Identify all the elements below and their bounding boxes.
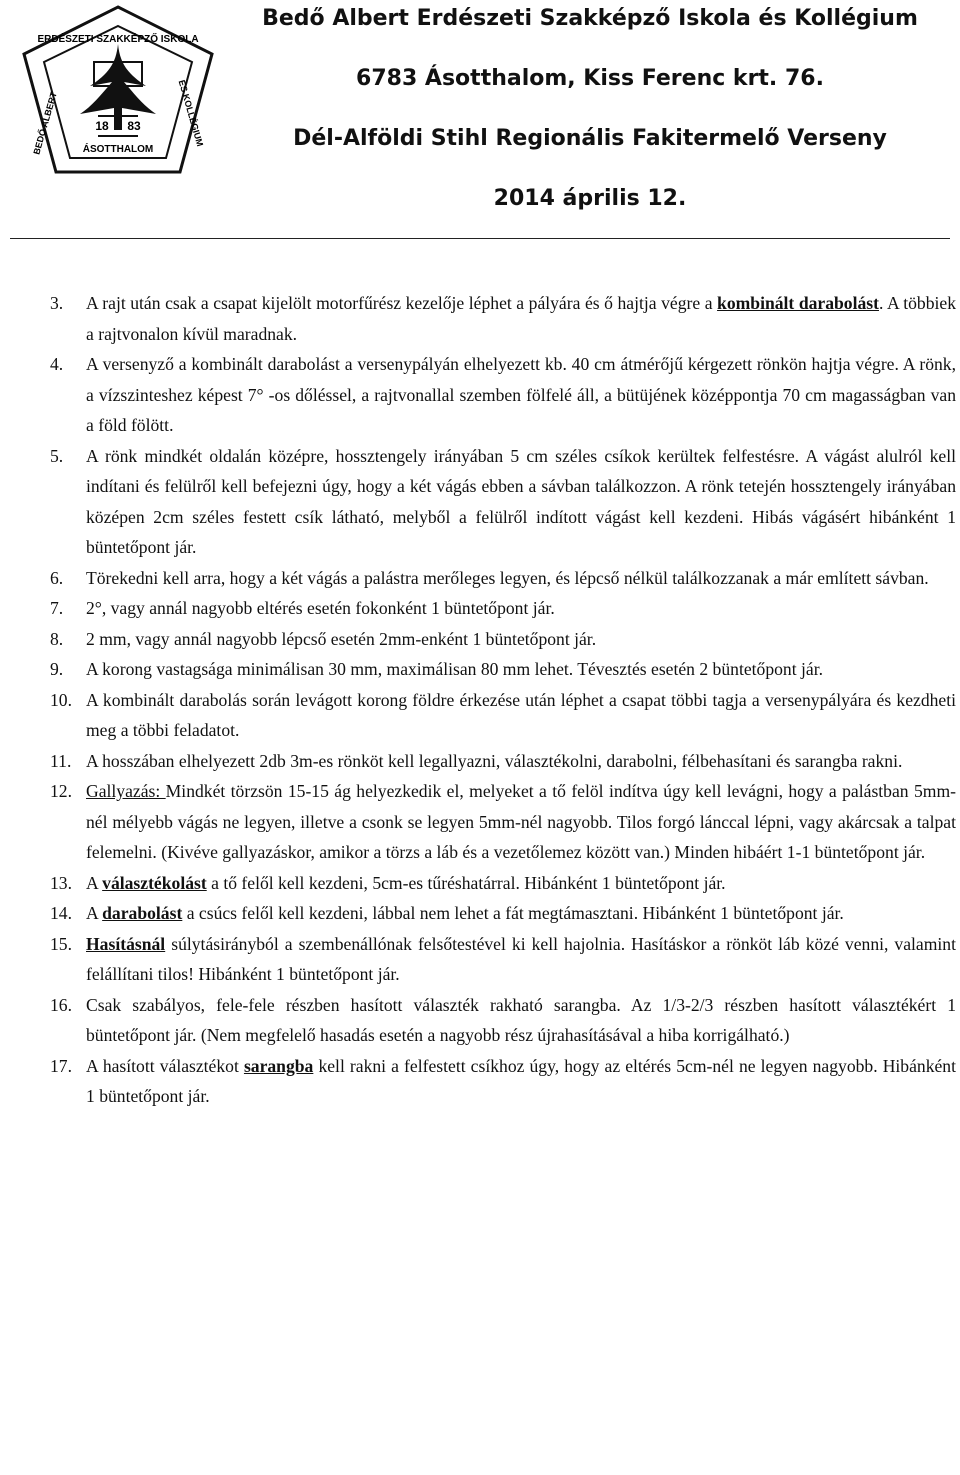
rule-item	[50, 654, 956, 685]
rule-text: A korong vastagsága minimálisan 30 mm, maximálisan 80 mm lehet. Tévesztés esetén 2 büntetőpont jár.	[86, 659, 823, 679]
rule-text: A hasított választékot	[86, 1055, 244, 1076]
page-header	[0, 0, 960, 240]
rule-number: 11.	[50, 750, 72, 771]
rule-item	[50, 288, 956, 349]
rule-number: 10.	[50, 689, 72, 710]
rule-text: Törekedni kell arra, hogy a két vágás a palástra merőleges legyen, és lépcső nélkül találkozzanak a már említett sávban.	[86, 567, 929, 588]
rule-number: 3.	[50, 293, 64, 313]
rule-text: a tő felől kell kezdeni, 5cm-es tűréshatárral. Hibánként 1 büntetőpont jár.	[206, 872, 726, 893]
rule-item	[50, 1051, 956, 1112]
rule-item	[50, 685, 956, 746]
rule-item	[50, 563, 956, 594]
logo-text-left: BEDŐ ALBERT	[31, 90, 59, 156]
school-name: Bedő Albert Erdészeti Szakképző Iskola és Kollégium	[262, 6, 918, 31]
school-address: 6783 Ásotthalom, Kiss Ferenc krt. 76.	[356, 66, 824, 91]
rule-number: 7.	[50, 598, 64, 618]
rule-item	[50, 624, 956, 655]
rule-number: 6.	[50, 567, 64, 588]
rule-number: 16.	[50, 994, 72, 1015]
rule-number: 4.	[50, 354, 64, 374]
rule-item	[50, 441, 956, 563]
rule-item	[50, 746, 956, 777]
rule-item	[50, 593, 956, 624]
school-logo	[20, 4, 216, 176]
rule-emphasis: választékolást	[102, 872, 207, 893]
rule-item	[50, 776, 956, 868]
logo-text-top: ERDÉSZETI SZAKKÉPZŐ ISKOLA	[37, 34, 199, 45]
rule-item	[50, 990, 956, 1051]
competition-date: 2014 április 12.	[493, 186, 687, 211]
rule-text: . A többiek a rajtvonalon kívül maradnak.	[86, 293, 956, 344]
rule-text: A kombinált darabolás során levágott korong földre érkezése után léphet a csapat többi tagja a versenypályára és kezdheti meg a többi feladatot.	[86, 689, 956, 740]
rule-number: 17.	[50, 1055, 72, 1076]
rule-text: a csúcs felől kell kezdeni, lábbal nem lehet a fát megtámasztani. Hibánként 1 büntetőpont jár.	[182, 903, 844, 923]
logo-text-right: ÉS KOLLÉGIUM	[176, 78, 206, 148]
rule-number: 8.	[50, 628, 64, 649]
competition-title: Dél-Alföldi Stihl Regionális Fakitermelő Verseny	[293, 126, 887, 151]
rule-text: Mindkét törzsön 15-15 ág helyezkedik el, melyeket a tő felöl indítva úgy kell levágni, hogy a palástban 5mm-nél mélyebb vágás ne legyen, illetve a csonk se legyen 5mm-nél nagyobb. Tilos forgó lánccal lépni, vagy akárcsak a talpat felemelni. (Kivéve gallyazáskor, amikor a törzs a láb és a vezetőlemez között van.) Minden hibáért 1-1 büntetőpont jár.	[86, 781, 956, 862]
rule-text: Csak szabályos, fele-fele részben hasított választék rakható sarangba. Az 1/3-2/3 részben hasított választékért 1 büntetőpont jár. (Nem megfelelő hasadás esetén a nagyobb rész újrahasításával a hiba korrigálható.)	[86, 994, 956, 1045]
rule-text: kell rakni a felfestett csíkhoz úgy, hogy az eltérés 5cm-nél ne legyen nagyobb. Hibánként 1 büntetőpont jár.	[86, 1055, 956, 1106]
rule-item	[50, 929, 956, 990]
rule-number: 5.	[50, 445, 64, 466]
rule-text: 2 mm, vagy annál nagyobb lépcső esetén 2mm-enként 1 büntetőpont jár.	[86, 628, 597, 649]
rule-text: A hosszában elhelyezett 2db 3m-es rönköt kell legallyazni, választékolni, darabolni, félbehasítani és sarangba rakni.	[86, 750, 903, 771]
rule-number: 13.	[50, 872, 72, 893]
rule-emphasis: kombinált darabolást	[717, 293, 879, 313]
rule-text: A rönk mindkét oldalán középre, hossztengely irányában 5 cm széles csíkok kerültek felfestésre. A vágást alulról kell indítani és felülről kell befejezni úgy, hogy a két vágás ebben a sávban találkozzon. A rönk tetején hossztengely irányában középen 2cm széles festett csík látható, melyből a felülről indított vágást kell kezdeni. Hibás vágásért hibánként 1 büntetőpont jár.	[86, 445, 956, 557]
rule-emphasis: Hasításnál	[86, 933, 166, 954]
rule-text: A	[86, 872, 103, 893]
rule-item	[50, 349, 956, 441]
rule-item	[50, 868, 956, 899]
logo-year-right: 83	[127, 119, 141, 133]
rule-text: 2°, vagy annál nagyobb eltérés esetén fokonként 1 büntetőpont jár.	[86, 598, 555, 618]
rule-number: 9.	[50, 659, 64, 679]
rule-number: 14.	[50, 903, 72, 923]
logo-year-left: 18	[95, 119, 109, 133]
rules-list	[50, 288, 956, 1112]
rule-text: A	[86, 903, 103, 923]
rule-text: A rajt után csak a csapat kijelölt motorfűrész kezelője léphet a pályára és ő hajtja végre a	[86, 293, 718, 313]
rule-text: A versenyző a kombinált darabolást a versenypályán elhelyezett kb. 40 cm átmérőjű kérgezett rönkön hajtja végre. A rönk, a vízszinteshez képest 7° -os dőléssel, a rajtvonallal szemben fölfelé áll, a bütüjének középpontja 70 cm magasságban van a föld fölött.	[86, 354, 956, 435]
header-divider	[10, 238, 950, 239]
rule-text: súlytásirányból a szembenállónak felsőtestével ki kell hajolnia. Hasításkor a rönköt láb közé venni, valamint felállítani tilos! Hibánként 1 büntetőpont jár.	[86, 933, 956, 984]
logo-text-bottom: ÁSOTTHALOM	[82, 144, 154, 155]
rule-emphasis: Gallyazás:	[86, 781, 166, 801]
rule-emphasis: darabolást	[102, 903, 183, 923]
rule-emphasis: sarangba	[243, 1055, 314, 1076]
rule-number: 15.	[50, 933, 72, 954]
rule-number: 12.	[50, 781, 72, 801]
rule-item	[50, 898, 956, 929]
